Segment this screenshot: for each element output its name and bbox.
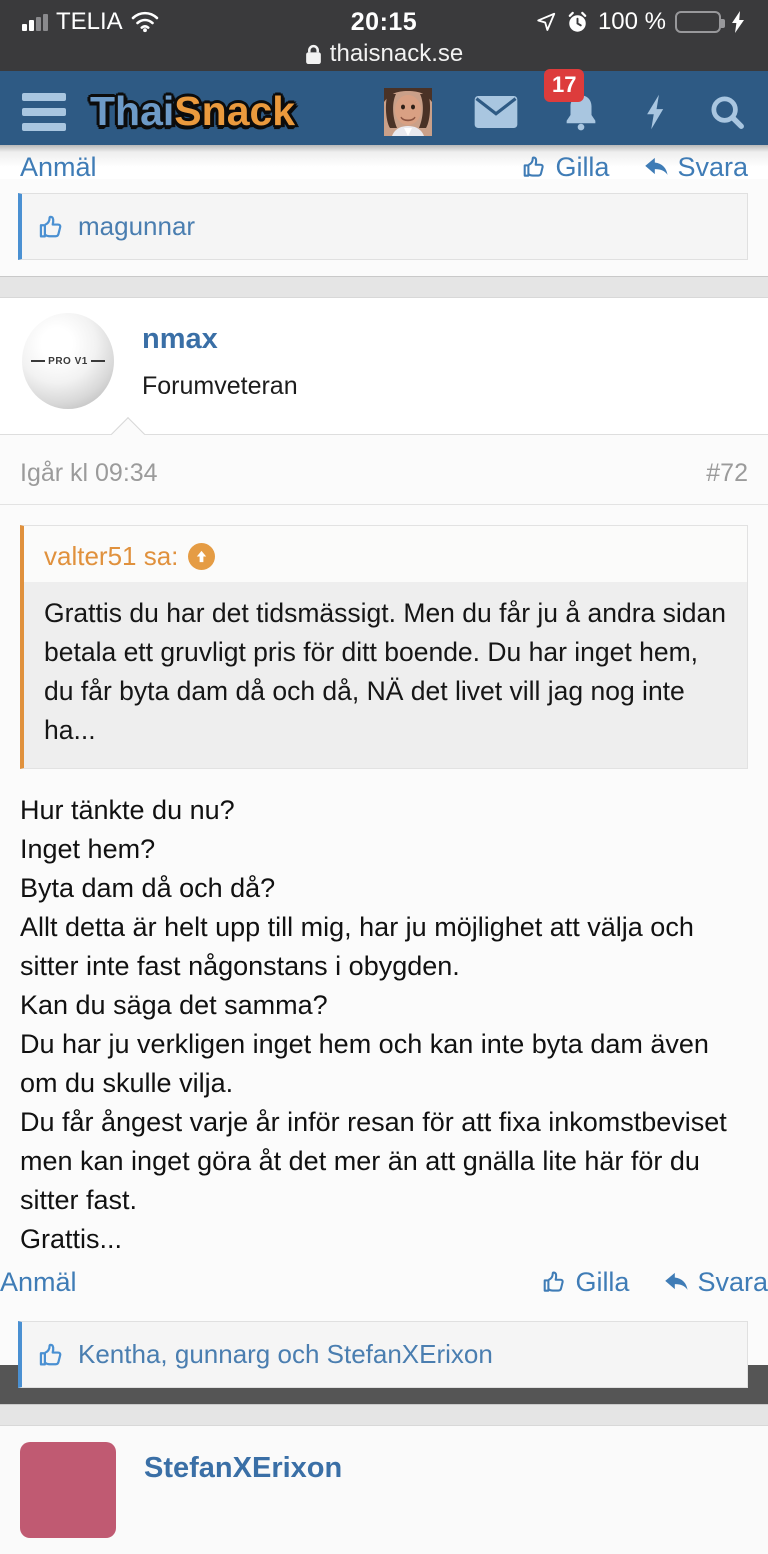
reply-arrow-icon — [663, 1269, 690, 1296]
next-post-author-avatar[interactable] — [20, 1442, 116, 1538]
likes-users-label[interactable]: Kentha, gunnarg och StefanXErixon — [78, 1339, 493, 1369]
post-number[interactable]: #72 — [706, 459, 748, 487]
battery-percent-label: 100 % — [597, 8, 666, 35]
wifi-icon — [131, 11, 159, 33]
post-line: Du får ångest varje år inför resan för att fixa inkomstbeviset men kan inget göra åt det mer än att gnälla lite här för du sitter fast. — [20, 1107, 727, 1215]
likes-summary-box[interactable] — [18, 1321, 748, 1388]
post-meta-row — [0, 435, 768, 505]
clock: 20:15 — [350, 7, 418, 36]
post-line: Kan du säga det samma? — [20, 990, 328, 1020]
post-header-edge — [0, 421, 768, 435]
notification-badge: 17 — [544, 69, 584, 102]
jump-to-quoted-post-icon[interactable] — [188, 543, 215, 570]
post-line: Allt detta är helt upp till mig, har ju möjlighet att välja och sitter inte fast någonstans i obygden. — [20, 912, 694, 981]
post-line: Grattis... — [20, 1224, 123, 1254]
location-arrow-icon — [535, 11, 557, 33]
signal-strength-icon — [22, 13, 48, 31]
likes-users-label[interactable]: magunnar — [78, 211, 196, 241]
status-bar — [0, 0, 768, 71]
carrier-label: TELIA — [56, 8, 123, 35]
hamburger-menu-button[interactable] — [22, 93, 66, 131]
url-label[interactable]: thaisnack.se — [329, 40, 464, 67]
messages-envelope-icon[interactable] — [474, 96, 518, 128]
post-divider — [0, 1404, 768, 1426]
thumbs-up-icon — [38, 213, 66, 241]
alarm-clock-icon — [566, 11, 589, 34]
post-header — [0, 298, 768, 421]
golfball-avatar-image: PRO V1 — [22, 313, 114, 409]
charging-bolt-icon — [730, 10, 746, 34]
likes-summary-box[interactable] — [18, 193, 748, 260]
thumbs-up-icon — [38, 1341, 66, 1369]
quote-author-label[interactable]: valter51 sa: — [44, 541, 179, 571]
thumbs-up-icon — [522, 154, 548, 180]
post-body — [0, 777, 768, 1263]
post-line: Hur tänkte du nu? — [20, 795, 235, 825]
lock-icon — [305, 44, 322, 65]
post-divider — [0, 276, 768, 298]
post-author-name[interactable]: nmax — [142, 323, 218, 355]
post-author-rank: Forumveteran — [142, 372, 298, 400]
report-link[interactable]: Anmäl — [20, 151, 97, 182]
navbar — [0, 71, 768, 152]
post-line: Byta dam då och då? — [20, 873, 276, 903]
reply-link[interactable]: Svara — [643, 152, 748, 183]
post-line: Du har ju verkligen inget hem och kan inte byta dam även om du skulle vilja. — [20, 1029, 709, 1098]
alerts-bell-button[interactable] — [552, 71, 602, 133]
post-line: Inget hem? — [20, 834, 156, 864]
reply-link[interactable]: Svara — [663, 1267, 768, 1298]
report-link[interactable]: Anmäl — [0, 1266, 77, 1297]
search-icon[interactable] — [708, 93, 746, 131]
next-post-header — [0, 1426, 768, 1554]
like-link[interactable]: Gilla — [542, 1267, 629, 1298]
post-author-avatar[interactable] — [20, 313, 116, 409]
next-post-author-name[interactable]: StefanXErixon — [144, 1452, 343, 1484]
thumbs-up-icon — [542, 1269, 568, 1295]
site-logo[interactable]: ThaiSnack — [90, 88, 296, 134]
battery-icon — [675, 11, 721, 33]
quote-block — [20, 525, 748, 769]
reply-arrow-icon — [643, 154, 670, 181]
post-date[interactable]: Igår kl 09:34 — [20, 459, 158, 487]
post-action-bar — [0, 1263, 768, 1307]
like-link[interactable]: Gilla — [522, 152, 609, 183]
user-avatar[interactable] — [384, 88, 432, 136]
previous-post-action-bar — [0, 145, 768, 182]
lightning-icon[interactable] — [644, 92, 666, 132]
quoted-text: Grattis du har det tidsmässigt. Men du får ju å andra sidan betala ett gruvligt pris för ditt boende. Du har inget hem, du får byta dam då och då, NÄ det livet vill jag nog inte ha... — [24, 582, 747, 768]
